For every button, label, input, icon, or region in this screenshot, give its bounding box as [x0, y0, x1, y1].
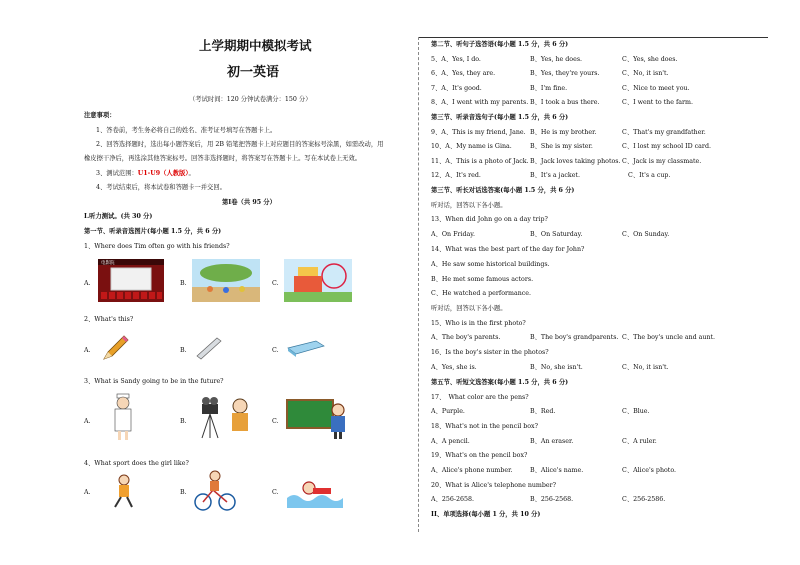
- swimming-image: [287, 472, 343, 508]
- q20-option-b: B、256-2568.: [530, 496, 574, 503]
- q1-label-a: A.: [84, 280, 91, 287]
- q8-option-a: 8、A、I went with my parents.: [431, 99, 529, 106]
- q4-label-c: C.: [272, 489, 279, 496]
- q17-option-c: C、Blue.: [622, 408, 650, 415]
- q4-label-b: B.: [180, 489, 187, 496]
- sec1-heading: 第一节、听录音选图片(每小题 1.5 分，共 6 分): [84, 228, 222, 235]
- q14-option-c: C、He watched a performance.: [431, 290, 532, 297]
- q8-option-c: C、I went to the farm.: [622, 99, 694, 106]
- q1-label-c: C.: [272, 280, 279, 287]
- q16-option-c: C、No, it isn't.: [622, 364, 669, 371]
- q15-option-c: C、The boy's uncle and aunt.: [622, 334, 716, 341]
- q18-text: 18、What's not in the pencil box?: [431, 423, 538, 430]
- q2-label-b: B.: [180, 347, 187, 354]
- q9-option-a: 9、A、This is my friend, Jane.: [431, 129, 526, 136]
- q11-option-a: 11、A、This is a photo of Jack.: [431, 158, 529, 165]
- q17-text: 17、 What color are the pens?: [431, 394, 529, 401]
- pencil-image: [100, 333, 130, 363]
- q19-option-c: C、Alice's photo.: [622, 467, 676, 474]
- q5-option-b: B、Yes, he does.: [530, 56, 583, 63]
- q8-option-b: B、I took a bus there.: [530, 99, 600, 106]
- q18-option-c: C、A ruler.: [622, 438, 657, 445]
- q9-option-c: C、That's my grandfather.: [622, 129, 706, 136]
- q11-option-c: C、Jack is my classmate.: [622, 158, 702, 165]
- cinema-sign: 电影院: [101, 261, 115, 266]
- q16-text: 16、Is the boy's sister in the photos?: [431, 349, 549, 356]
- q5-option-a: 5、A、Yes, I do.: [431, 56, 481, 63]
- q13-option-c: C、On Sunday.: [622, 231, 670, 238]
- q13-option-a: A、On Friday.: [431, 231, 475, 238]
- q14-text: 14、What was the best part of the day for John?: [431, 246, 585, 253]
- q19-option-a: A、Alice's phone number.: [431, 467, 513, 474]
- note-3-range: U1-U9（人教版）: [137, 170, 189, 177]
- q1-text: 1、Where does Tim often go with his friends?: [84, 243, 230, 250]
- q7-option-a: 7、A、It's good.: [431, 85, 482, 92]
- column-divider: [418, 37, 419, 532]
- q15-text: 15、Who is in the first photo?: [431, 320, 526, 327]
- top-rule: [418, 37, 768, 38]
- sec3-heading: 第三节、听录音选句子(每小题 1.5 分，共 6 分): [431, 114, 569, 121]
- q17-option-b: B、Red.: [530, 408, 556, 415]
- part2-heading: II、单项选择(每小题 1 分，共 10 分): [431, 511, 541, 518]
- exam-subject: 初一英语: [227, 65, 280, 80]
- pencil-box-image: [286, 338, 326, 358]
- q5-option-c: C、Yes, she does.: [622, 56, 678, 63]
- park-image: [192, 259, 260, 302]
- q7-option-c: C、Nice to meet you.: [622, 85, 690, 92]
- film-director-image: [198, 394, 256, 440]
- q12-option-b: B、It's a jacket.: [530, 172, 580, 179]
- q15-option-a: A、The boy's parents.: [431, 334, 501, 341]
- note-2a: 2、回答选择题时，选出每小题答案后，用 2B 铅笔把答题卡上对应题目的答案标号涂黑，如需改动，用: [96, 141, 384, 148]
- q6-option-c: C、No, it isn't.: [622, 70, 669, 77]
- sec4-intro-1: 听对话，回答以下各小题。: [431, 202, 507, 209]
- q12-option-a: 12、A、It's red.: [431, 172, 481, 179]
- exam-title: 上学期期中模拟考试: [199, 38, 312, 53]
- sec5-heading: 第五节、听短文选答案(每小题 1.5 分，共 6 分): [431, 379, 569, 386]
- q3-label-b: B.: [180, 418, 187, 425]
- q19-text: 19、What's on the pencil box?: [431, 452, 528, 459]
- q3-text: 3、What is Sandy going to be in the future?: [84, 378, 224, 385]
- sec4-intro-2: 听对话，回答以下各小题。: [431, 305, 507, 312]
- q2-text: 2、What's this?: [84, 316, 134, 323]
- q18-option-a: A、A pencil.: [431, 438, 470, 445]
- sec2-heading: 第二节、听句子选答语(每小题 1.5 分，共 6 分): [431, 41, 569, 48]
- cycling-image: [193, 470, 237, 512]
- q9-option-b: B、He is my brother.: [530, 129, 597, 136]
- q13-text: 13、When did John go on a day trip?: [431, 216, 548, 223]
- q10-option-c: C、I lost my school ID card.: [622, 143, 711, 150]
- q17-option-a: A、Purple.: [431, 408, 465, 415]
- q20-text: 20、What is Alice's telephone number?: [431, 482, 557, 489]
- exam-info: （考试时间：120 分钟试卷满分：150 分）: [189, 96, 312, 103]
- q16-option-a: A、Yes, she is.: [431, 364, 477, 371]
- q12-option-c: C、It's a cup.: [628, 172, 671, 179]
- part1-heading: Ⅰ.听力测试。(共 30 分): [84, 213, 153, 220]
- q20-option-c: C、256-2586.: [622, 496, 666, 503]
- q3-label-a: A.: [84, 418, 91, 425]
- q18-option-b: B、An eraser.: [530, 438, 574, 445]
- q14-option-a: A、He saw some historical buildings.: [431, 261, 550, 268]
- q13-option-b: B、On Saturday.: [530, 231, 583, 238]
- note-4: 4、考试结束后，将本试卷和答题卡一并交回。: [96, 184, 226, 191]
- q2-label-c: C.: [272, 347, 279, 354]
- note-3: [96, 170, 195, 178]
- nurse-image: [110, 392, 136, 442]
- running-girl-image: [110, 474, 138, 510]
- notes-heading: 注意事项：: [84, 112, 116, 119]
- q15-option-b: B、The boy's grandparents.: [530, 334, 619, 341]
- q16-option-b: B、No, she isn't.: [530, 364, 583, 371]
- note-3-suffix: 。: [188, 170, 195, 177]
- q14-option-b: B、He met some famous actors.: [431, 276, 534, 283]
- q2-label-a: A.: [84, 347, 91, 354]
- cinema-image: [98, 259, 164, 302]
- q7-option-b: B、I'm fine.: [530, 85, 568, 92]
- note-2b: 橡皮擦干净后，再选涂其他答案标号。回答非选择题时，将答案写在答题卡上。写在本试卷上无效。: [84, 155, 362, 162]
- q1-label-b: B.: [180, 280, 187, 287]
- q3-label-c: C.: [272, 418, 279, 425]
- volume-heading: 第Ⅰ卷（共 95 分）: [222, 199, 276, 206]
- q4-label-a: A.: [84, 489, 91, 496]
- q10-option-a: 10、A、My name is Gina.: [431, 143, 512, 150]
- sec4-heading: 第三节、听长对话选答案(每小题 1.5 分，共 6 分): [431, 187, 575, 194]
- q11-option-b: B、Jack loves taking photos.: [530, 158, 621, 165]
- q4-text: 4、What sport does the girl like?: [84, 460, 189, 467]
- q10-option-b: B、She is my sister.: [530, 143, 593, 150]
- ruler-image: [195, 336, 223, 360]
- note-3-prefix: 3、测试范围：: [96, 170, 138, 177]
- amusement-park-image: [284, 259, 352, 302]
- q19-option-b: B、Alice's name.: [530, 467, 584, 474]
- q6-option-b: B、Yes, they're yours.: [530, 70, 600, 77]
- teacher-image: [286, 398, 350, 440]
- note-1: 1、答卷前，考生务必将自己的姓名、准考证号填写在答题卡上。: [96, 127, 277, 134]
- q6-option-a: 6、A、Yes, they are.: [431, 70, 496, 77]
- q20-option-a: A、256-2658.: [431, 496, 475, 503]
